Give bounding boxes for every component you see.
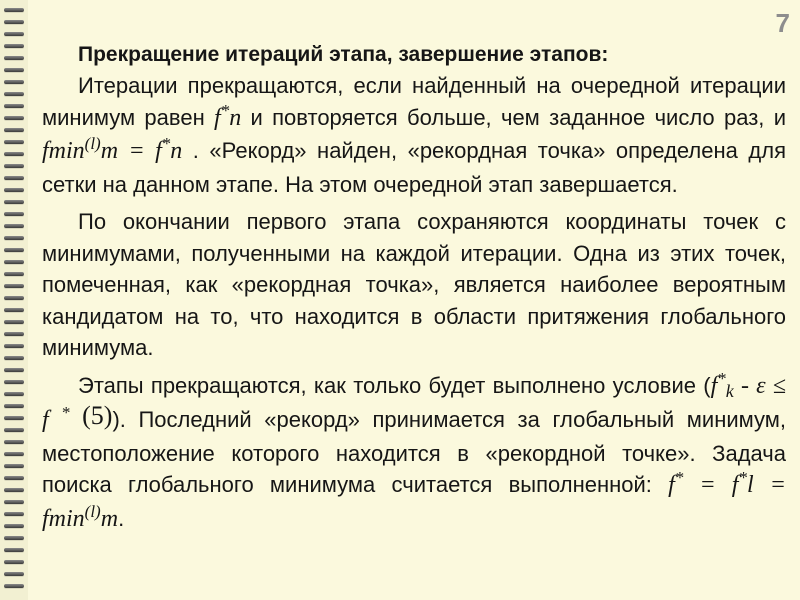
- binding-ring: [4, 488, 24, 492]
- binding-ring: [4, 8, 24, 12]
- para1-text-2: и повторяется больше, чем заданное число раз, и: [250, 104, 786, 130]
- binding-ring: [4, 320, 24, 324]
- para3-text-2: ). Последний «рекорд» принимается за глобальный минимум, местоположение которого находится в «рекордной точке». Задача поиска глобального минимума считается выполненной:: [42, 407, 787, 497]
- paragraph-stages-stop: [42, 370, 786, 537]
- binding-ring: [4, 428, 24, 432]
- binding-ring: [4, 536, 24, 540]
- binding-ring: [4, 476, 24, 480]
- slide-title: Прекращение итераций этапа, завершение этапов:: [78, 43, 609, 66]
- binding-ring: [4, 260, 24, 264]
- binding-ring: [4, 92, 24, 96]
- binding-ring: [4, 392, 24, 396]
- formula-fmin-equality: fmin$^{(l)}$m = f*n: [42, 134, 183, 164]
- binding-ring: [4, 248, 24, 252]
- binding-ring: [4, 80, 24, 84]
- binding-ring: [4, 548, 24, 552]
- binding-ring: [4, 332, 24, 336]
- binding-ring: [4, 404, 24, 408]
- para1-text-1: Итерации прекращаются, если найденный на очередной итерации минимум равен: [42, 73, 786, 130]
- formula-condition: f*k - ε ≤ f * (5): [42, 368, 786, 433]
- binding-ring: [4, 200, 24, 204]
- binding-ring: [4, 44, 24, 48]
- binding-ring: [4, 344, 24, 348]
- binding-ring: [4, 152, 24, 156]
- binding-ring: [4, 296, 24, 300]
- binding-ring: [4, 560, 24, 564]
- binding-ring: [4, 104, 24, 108]
- binding-ring: [4, 284, 24, 288]
- binding-ring: [4, 188, 24, 192]
- binding-ring: [4, 20, 24, 24]
- binding-ring: [4, 464, 24, 468]
- binding-ring: [4, 356, 24, 360]
- binding-ring: [4, 440, 24, 444]
- binding-ring: [4, 572, 24, 576]
- binding-ring: [4, 308, 24, 312]
- binding-ring: [4, 380, 24, 384]
- formula-final: f* = f*l = fmin$^{(l)}$m: [42, 468, 786, 532]
- binding-ring: [4, 32, 24, 36]
- binding-ring: [4, 224, 24, 228]
- paragraph-iterations: [42, 70, 786, 200]
- slide-content: [42, 40, 786, 536]
- binding-ring: [4, 176, 24, 180]
- binding-ring: [4, 164, 24, 168]
- para3-text-3: .: [118, 505, 125, 531]
- binding-ring: [4, 512, 24, 516]
- binding-ring: [4, 416, 24, 420]
- binding-ring: [4, 236, 24, 240]
- para1-text-3: . «Рекорд» найден, «рекордная точка» определена для сетки на данном этапе. На этом очередной этап завершается.: [42, 138, 786, 197]
- binding-ring: [4, 500, 24, 504]
- binding-ring: [4, 584, 24, 588]
- spiral-binding: [0, 0, 28, 600]
- binding-ring: [4, 272, 24, 276]
- paragraph-first-stage: По окончании первого этапа сохраняются координаты точек с минимумами, полученными на каждой итерации. Одна из этих точек, помеченная, как «рекордная точка», является наиболее вероятным кандидатом на то, что находится в области притяжения глобального минимума.: [42, 209, 786, 360]
- binding-ring: [4, 128, 24, 132]
- para3-text-1: Этапы прекращаются, как только будет выполнено условие (: [78, 372, 711, 398]
- formula-f-star-n: f*n: [214, 100, 242, 131]
- page-number: 7: [775, 8, 790, 38]
- binding-ring: [4, 368, 24, 372]
- binding-ring: [4, 212, 24, 216]
- binding-ring: [4, 452, 24, 456]
- binding-ring: [4, 68, 24, 72]
- binding-ring: [4, 116, 24, 120]
- binding-ring: [4, 56, 24, 60]
- binding-ring: [4, 140, 24, 144]
- binding-ring: [4, 524, 24, 528]
